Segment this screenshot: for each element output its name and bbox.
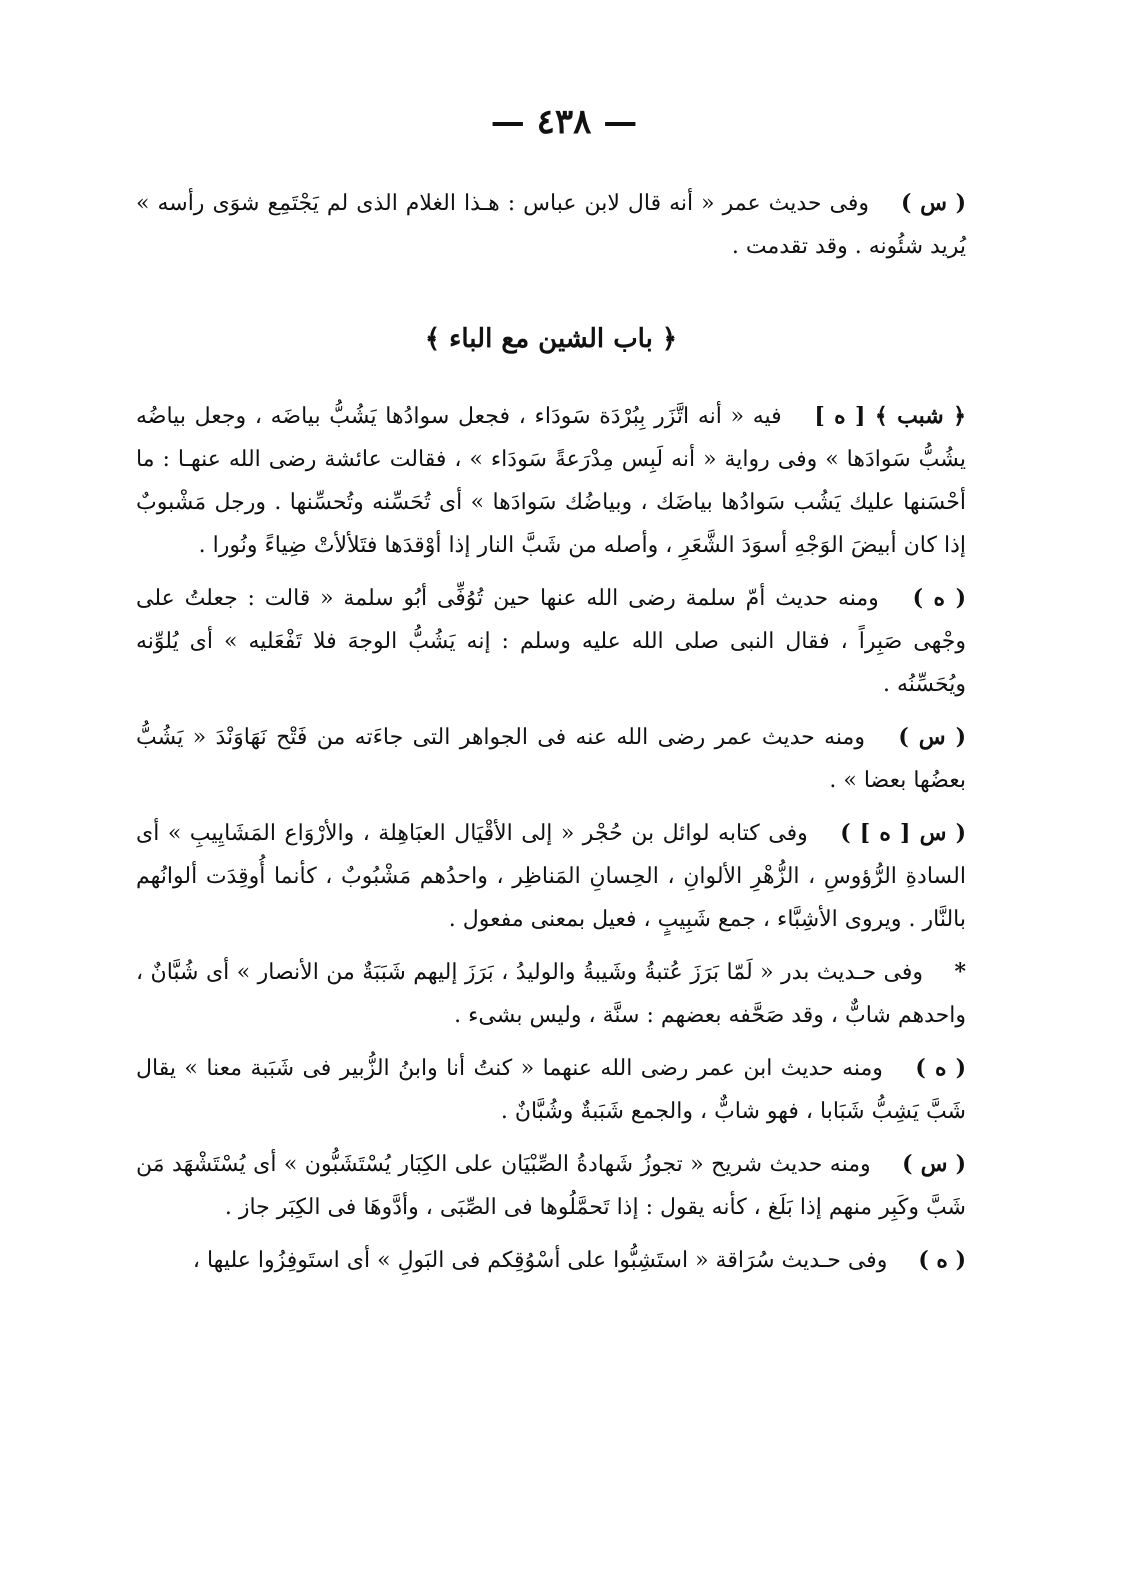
source-marker: ( س [ ه ] ) [840,820,966,846]
asterisk-marker: * [954,959,967,985]
paragraph-text: وفى حـديث سُرَاقة « استَشِبُّوا على أسْوُقِكم فى البَولِ » أى استَوفِزُوا عليها ، [192,1248,888,1273]
entry-paragraph [136,716,966,802]
headword-marker: ﴿ شبب ﴾ [ ه ] [814,403,966,429]
source-marker: ( ه ) [918,1247,966,1273]
section-heading: ﴿ باب الشين مع الباء ﴾ [424,324,678,354]
paragraph-text: ومنه حديث عمر رضى الله عنه فى الجواهر التى جاءَته من فَتْح نَهَاوَنْدَ « يَشُبُّ بعضُها بعضا » . [136,725,966,793]
paragraph-text: ومنه حديث أمّ سلمة رضى الله عنها حين تُوُفِّى أبُو سلمة « قالت : جعلتُ على وجْهى صَبِراً ، فقال النبى صلى الله عليه وسلم : إنه يَشُبُّ الوجهَ فلا تَفْعَليه » أى يُلوِّنه ويُحَسِّنُه . [136,586,966,697]
entry-paragraph [136,1143,966,1229]
entry-paragraph [136,1239,966,1282]
source-marker: ( س ) [900,190,967,216]
entry-paragraph [136,182,966,268]
paragraph-text: ومنه حديث ابن عمر رضى الله عنهما « كنتُ أنا وابنُ الزُّبير فى شَبَبة معنا » يقال شَبَّ يَشِبُّ شَبَابا ، فهو شابٌّ ، والجمع شَبَبةٌ وشُبَّانٌ . [136,1056,966,1124]
paragraph-text: وفى حـديث بدر « لَمّا بَرَزَ عُتبةُ وشَيبةُ والوليدُ ، بَرَزَ إليهم شَبَبَةٌ من الأنصار » أى شُبَّانٌ ، واحدهم شابٌّ ، وقد صَحَّفه بعضهم : سنَّة ، وليس بشىء . [136,960,966,1028]
source-marker: ( س ) [898,724,966,750]
source-marker: ( ه ) [912,585,966,611]
paragraph-text: وفى كتابه لوائل بن حُجْر « إلى الأقْيَال العبَاهِلة ، والأرْوَاع المَشَايِيبِ » أى السادةِ الرُّؤوسِ ، الزُّهْرِ الألوانِ ، الحِسانِ المَناظِر ، واحدُهم مَشْبُوبٌ ، كأنما أُوقِدَت ألوانُهم بالنَّار . ويروى الأشِبَّاء ، جمع شَبِيبٍ ، فعيل بمعنى مفعول . [136,821,966,932]
paragraph-text: فيه « أنه اتَّزَر بِبُرْدَة سَودَاء ، فجعل سوادُها يَشُبُّ بياضَه ، وجعل بياضُه يشُبُّ سَوادَها » وفى رواية « أنه لَبِس مِدْرَعةً سَودَاء » ، فقالت عائشة رضى الله عنهـا : ما أحْسَنها عليك يَشُب سَوادُها بياضَك ، وبياضُك سَوادَها » أى تُحَسِّنه وتُحسِّنها . ورجل مَشْبوبٌ إذا كان أبيضَ الوَجْهِ أسوَدَ الشَّعَرِ ، وأصله من شَبَّ النار إذا أوْقدَها فتَلألأتْ ضِياءً ونُورا . [136,404,966,558]
entry-paragraph [136,1047,966,1133]
paragraph-text: ومنه حديث شريح « تجوزُ شَهادةُ الصِّبْيَان على الكِبَار يُسْتَشَبُّون » أى يُسْتَشْهَد مَن شَبَّ وكَبِر منهم إذا بَلَغ ، كأنه يقول : إذا تَحمَّلُوها فى الصِّبَى ، وأدَّوهَا فى الكِبَر جاز . [136,1152,966,1220]
paragraph-text: وفى حديث عمر « أنه قال لابن عباس : هـذا الغلام الذى لم يَجْتَمِع شوَى رأسه » يُريد شئُونه . وقد تقدمت . [136,191,966,259]
entry-paragraph [136,812,966,941]
source-marker: ( ه ) [915,1055,966,1081]
entry-paragraph [136,577,966,706]
entry-paragraph [136,395,966,567]
entry-paragraph [136,951,966,1037]
page-number: — ٤٣٨ — [490,102,638,142]
source-marker: ( س ) [902,1151,966,1177]
text-body [136,182,966,1292]
